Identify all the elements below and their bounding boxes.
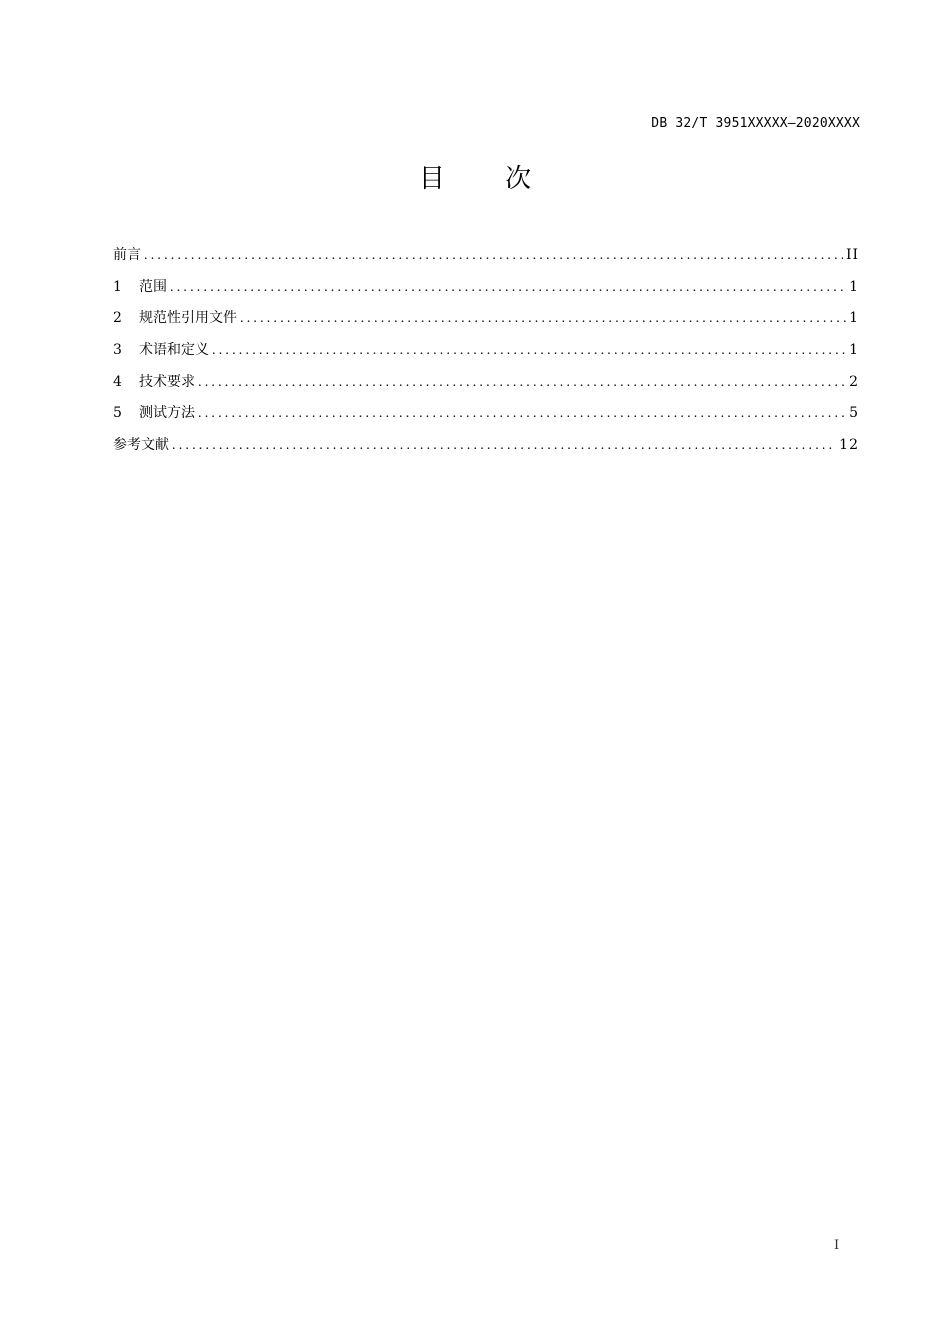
toc-entry-test-methods[interactable] xyxy=(113,402,859,434)
page-number: I xyxy=(834,1238,840,1253)
toc-entry-number: 4 xyxy=(113,373,122,390)
dot-leader xyxy=(198,375,846,391)
table-of-contents xyxy=(113,244,859,466)
toc-entry-page: 1 xyxy=(849,310,859,327)
toc-entry-page: 1 xyxy=(849,342,859,359)
dot-leader xyxy=(198,406,846,422)
dot-leader xyxy=(144,248,843,264)
dot-leader xyxy=(212,343,846,359)
toc-entry-label: 前言 xyxy=(113,247,141,263)
toc-entry-scope[interactable] xyxy=(113,276,859,308)
toc-entry-label: 参考文献 xyxy=(113,437,169,454)
toc-entry-foreword[interactable] xyxy=(113,244,859,276)
toc-entry-label: 技术要求 xyxy=(139,373,195,390)
toc-entry-number: 3 xyxy=(113,342,122,359)
toc-entry-terms-definitions[interactable] xyxy=(113,339,859,371)
toc-entry-bibliography[interactable] xyxy=(113,434,859,466)
toc-entry-number: 5 xyxy=(113,405,122,422)
toc-entry-technical-requirements[interactable] xyxy=(113,371,859,403)
toc-entry-number: 1 xyxy=(113,278,122,295)
dot-leader xyxy=(172,438,836,454)
toc-entry-number: 2 xyxy=(113,310,122,327)
toc-entry-page: 5 xyxy=(849,405,859,422)
toc-entry-page: II xyxy=(845,247,859,263)
toc-entry-page: 2 xyxy=(849,373,859,390)
toc-title: 目 次 xyxy=(418,164,558,194)
toc-entry-label: 规范性引用文件 xyxy=(139,310,237,327)
toc-entry-page: 12 xyxy=(839,437,859,454)
toc-entry-label: 测试方法 xyxy=(139,405,195,422)
toc-entry-label: 术语和定义 xyxy=(139,342,209,359)
dot-leader xyxy=(240,311,846,327)
standard-code: DB 32/T 3951XXXXX—2020XXXX xyxy=(651,116,860,131)
toc-entry-page: 1 xyxy=(849,278,859,295)
toc-entry-normative-references[interactable] xyxy=(113,307,859,339)
dot-leader xyxy=(170,280,846,296)
toc-entry-label: 范围 xyxy=(139,278,167,295)
